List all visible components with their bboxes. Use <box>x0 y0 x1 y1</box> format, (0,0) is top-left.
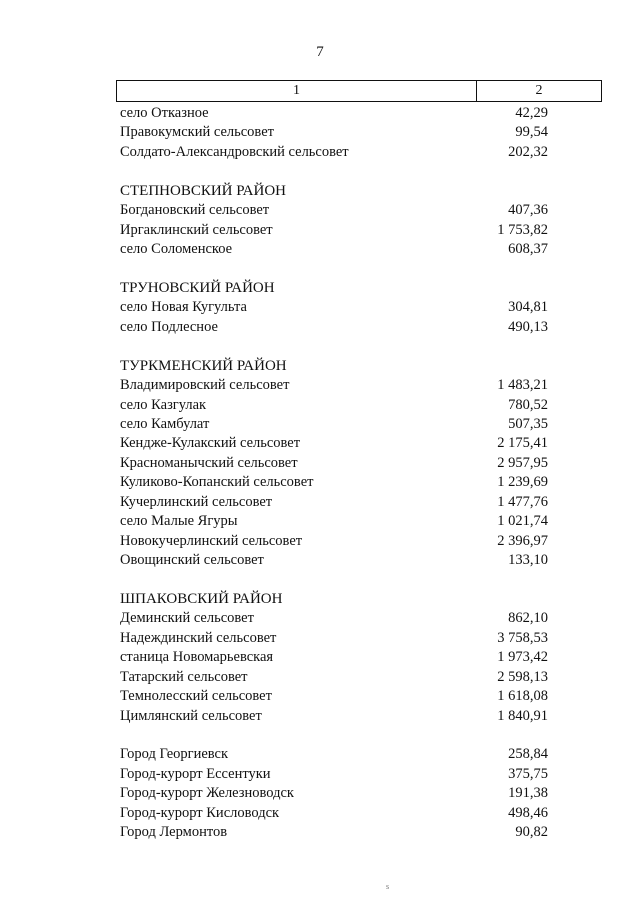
table-row <box>116 609 602 628</box>
value-cell: 3 758,53 <box>497 629 548 646</box>
table-row <box>116 434 602 453</box>
table-row <box>116 104 602 123</box>
value-cell: 862,10 <box>508 610 548 627</box>
settlement-name: Куликово-Копанский сельсовет <box>120 474 314 491</box>
value-cell <box>432 279 548 298</box>
district-heading: СТЕПНОВСКИЙ РАЙОН <box>120 182 287 199</box>
settlement-name: Надеждинский сельсовет <box>120 629 277 646</box>
value-cell: 2 957,95 <box>497 454 548 471</box>
value-cell: 780,52 <box>508 396 548 413</box>
settlement-name: Правокумский сельсовет <box>120 124 274 141</box>
settlement-name: село Отказное <box>120 105 209 121</box>
table-row <box>116 551 602 570</box>
value-cell: 304,81 <box>508 299 548 316</box>
value-cell: 99,54 <box>515 124 548 141</box>
table-row <box>116 376 602 395</box>
table-spacer-row <box>116 260 602 279</box>
settlement-name: Кучерлинский сельсовет <box>120 493 273 510</box>
data-table <box>116 80 602 843</box>
value-cell: 2 175,41 <box>497 435 548 452</box>
settlement-name: село Камбулат <box>120 416 210 432</box>
table-row <box>116 668 602 687</box>
settlement-name: Город-курорт Кисловодск <box>120 804 280 821</box>
table-row <box>116 648 602 667</box>
table-row <box>116 707 602 726</box>
settlement-name: Темнолесский сельсовет <box>120 688 272 705</box>
page-number: 7 <box>316 44 324 60</box>
value-cell: 1 239,69 <box>497 474 548 491</box>
value-cell <box>432 590 548 609</box>
table-spacer-row <box>116 162 602 181</box>
value-cell: 191,38 <box>508 785 548 802</box>
value-cell: 1 021,74 <box>497 513 548 530</box>
settlement-name: село Новая Кугульта <box>120 299 247 316</box>
value-cell: 1 973,42 <box>497 649 548 666</box>
value-cell <box>432 357 548 376</box>
value-cell: 1 477,76 <box>497 493 548 510</box>
value-cell: 202,32 <box>508 143 548 160</box>
header-col-2: 2 <box>535 83 543 98</box>
table-row <box>116 415 602 434</box>
value-cell <box>432 182 548 201</box>
value-cell: 1 840,91 <box>497 707 548 724</box>
settlement-name: Город-курорт Железноводск <box>120 785 294 802</box>
settlement-name: Овощинский сельсовет <box>120 552 264 569</box>
value-cell: 507,35 <box>508 416 548 432</box>
table-row <box>116 123 602 142</box>
table-row <box>116 473 602 492</box>
value-cell: 90,82 <box>515 824 548 841</box>
settlement-name: Красноманычский сельсовет <box>120 454 298 471</box>
district-heading-row <box>116 590 602 609</box>
value-cell: 258,84 <box>508 746 548 763</box>
table-row <box>116 221 602 240</box>
table-header-row <box>116 80 602 102</box>
settlement-name: Татарский сельсовет <box>120 668 248 685</box>
settlement-name: Солдато-Александровский сельсовет <box>120 143 349 160</box>
table-row <box>116 143 602 162</box>
settlement-name: Цимлянский сельсовет <box>120 707 262 724</box>
settlement-name: Деминский сельсовет <box>120 610 254 627</box>
value-cell: 498,46 <box>508 804 548 821</box>
table-row <box>116 629 602 648</box>
table-spacer-row <box>116 726 602 745</box>
header-col-1: 1 <box>117 81 477 101</box>
value-cell: 490,13 <box>508 318 548 335</box>
value-cell: 1 753,82 <box>497 221 548 238</box>
table-row <box>116 454 602 473</box>
value-cell: 1 483,21 <box>497 377 548 394</box>
settlement-name: село Казгулак <box>120 396 207 413</box>
value-cell: 42,29 <box>515 105 548 121</box>
settlement-name: Город Георгиевск <box>120 746 229 763</box>
table-row <box>116 532 602 551</box>
settlement-name: село Соломенское <box>120 241 233 258</box>
settlement-name: село Малые Ягуры <box>120 513 238 530</box>
district-heading-row <box>116 279 602 298</box>
settlement-name: Владимировский сельсовет <box>120 377 290 394</box>
table-row <box>116 784 602 803</box>
table-row <box>116 804 602 823</box>
table-row <box>116 765 602 784</box>
settlement-name: село Подлесное <box>120 318 218 335</box>
value-cell: 407,36 <box>508 202 548 219</box>
table-row <box>116 318 602 337</box>
value-cell: 1 618,08 <box>497 688 548 705</box>
table-row <box>116 745 602 764</box>
table-row <box>116 493 602 512</box>
table-spacer-row <box>116 571 602 590</box>
scan-mark: ѕ <box>386 882 390 891</box>
settlement-name: Город Лермонтов <box>120 824 228 841</box>
district-heading-row <box>116 357 602 376</box>
table-row <box>116 298 602 317</box>
value-cell: 133,10 <box>508 552 548 569</box>
settlement-name: Кендже-Кулакский сельсовет <box>120 435 301 452</box>
value-cell: 2 396,97 <box>497 532 548 549</box>
table-body <box>116 102 602 843</box>
district-heading-row <box>116 182 602 201</box>
table-row <box>116 823 602 842</box>
value-cell: 375,75 <box>508 765 548 782</box>
district-heading: ШПАКОВСКИЙ РАЙОН <box>120 590 283 607</box>
settlement-name: Город-курорт Ессентуки <box>120 765 271 782</box>
settlement-name: Богдановский сельсовет <box>120 202 270 219</box>
table-row <box>116 396 602 415</box>
table-row <box>116 240 602 259</box>
district-heading: ТУРКМЕНСКИЙ РАЙОН <box>120 357 287 374</box>
table-row <box>116 687 602 706</box>
value-cell: 2 598,13 <box>497 668 548 685</box>
settlement-name: Новокучерлинский сельсовет <box>120 532 303 549</box>
district-heading: ТРУНОВСКИЙ РАЙОН <box>120 279 275 296</box>
table-spacer-row <box>116 337 602 356</box>
value-cell: 608,37 <box>508 241 548 258</box>
table-row <box>116 512 602 531</box>
table-row <box>116 201 602 220</box>
settlement-name: Иргаклинский сельсовет <box>120 221 273 238</box>
settlement-name: станица Новомарьевская <box>120 649 274 666</box>
